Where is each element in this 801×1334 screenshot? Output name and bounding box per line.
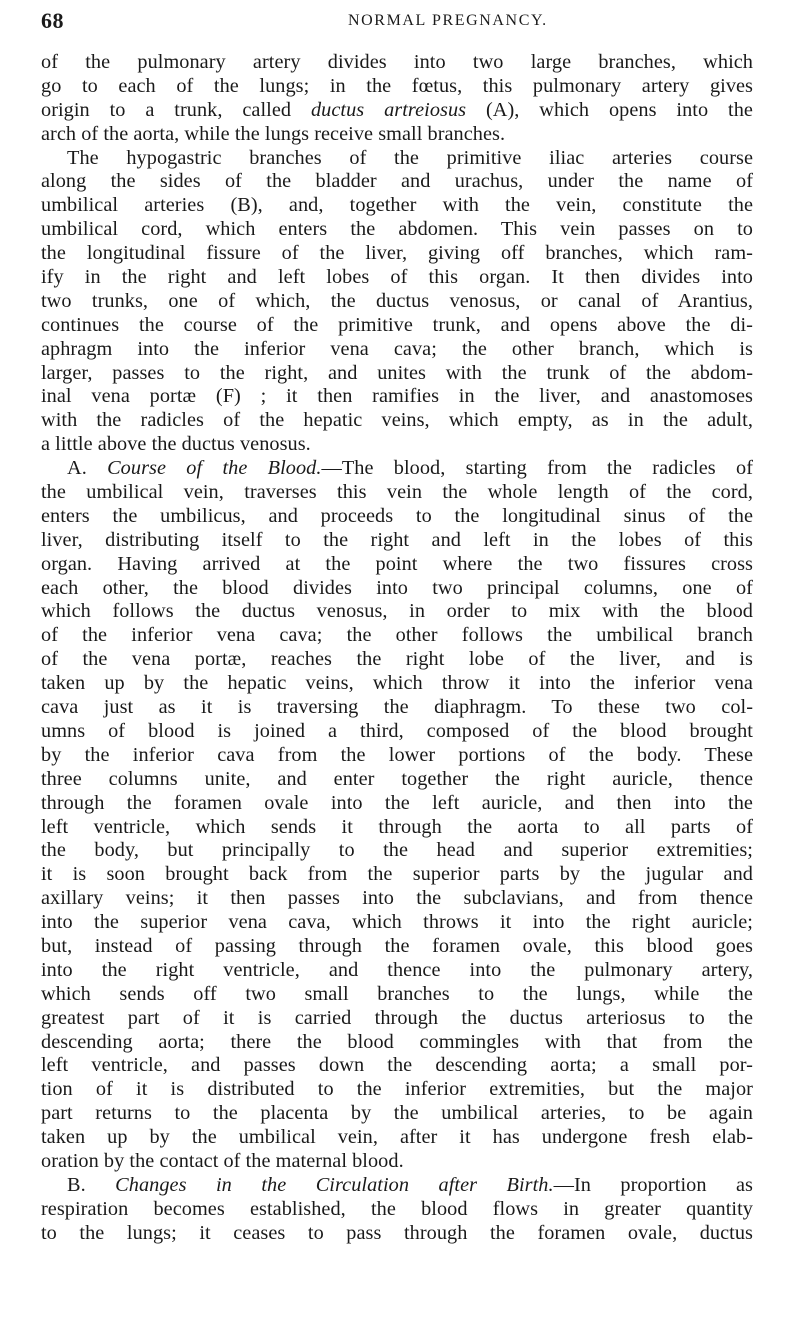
text-line [41, 1007, 753, 1031]
text-line [41, 99, 753, 123]
text-run: organ. Having arrived at the point where the two fissures cross [41, 552, 753, 575]
text-line [41, 768, 753, 792]
text-run: go to each of the lungs; in the fœtus, this pulmonary artery gives [41, 74, 753, 97]
text-run: umbilical cord, which enters the abdomen. This vein passes on to [41, 218, 753, 241]
page-number: 68 [41, 8, 64, 33]
text-line [41, 147, 753, 171]
text-line [41, 290, 753, 314]
text-run: umbilical arteries (B), and, together with the vein, constitute the [41, 194, 753, 217]
text-line [41, 1126, 753, 1150]
text-run: with the radicles of the hepatic veins, which empty, as in the adult, [41, 409, 753, 432]
text-line [41, 577, 753, 601]
text-line [41, 1150, 753, 1174]
text-line [41, 839, 753, 863]
text-line [41, 385, 753, 409]
text-line [41, 1102, 753, 1126]
text-line [41, 1174, 753, 1198]
text-run: a little above the ductus venosus. [41, 433, 311, 456]
text-line [41, 648, 753, 672]
text-line [41, 194, 753, 218]
text-run: to the lungs; it ceases to pass through the foramen ovale, ductus [41, 1221, 753, 1244]
text-run: descending aorta; there the blood commingles with that from the [41, 1030, 753, 1053]
text-line [41, 720, 753, 744]
text-run: A. [67, 457, 108, 480]
text-line [41, 338, 753, 362]
italic-phrase: Course of the Blood. [107, 457, 322, 480]
text-run: into the superior vena cava, which throws it into the right auricle; [41, 911, 753, 934]
text-line [41, 362, 753, 386]
text-run: greatest part of it is carried through the ductus arteriosus to the [41, 1006, 753, 1029]
text-run: by the inferior cava from the lower portions of the body. These [41, 743, 753, 766]
text-run: enters the umbilicus, and proceeds to the longitudinal sinus of the [41, 504, 753, 527]
text-line [41, 409, 753, 433]
text-run: along the sides of the bladder and urachus, under the name of [41, 170, 753, 193]
text-run: tion of it is distributed to the inferior extremities, but the major [41, 1078, 753, 1101]
text-run: left ventricle, and passes down the descending aorta; a small por- [41, 1054, 753, 1077]
body-text [41, 51, 753, 1246]
text-run: origin to a trunk, called [41, 98, 311, 121]
running-head [0, 0, 801, 40]
text-run: axillary veins; it then passes into the subclavians, and from thence [41, 887, 753, 910]
text-line [41, 457, 753, 481]
text-run: of the inferior vena cava; the other follows the umbilical branch [41, 624, 753, 647]
text-line [41, 314, 753, 338]
text-line [41, 1031, 753, 1055]
text-run: arch of the aorta, while the lungs receive small branches. [41, 122, 506, 145]
text-run: the longitudinal fissure of the liver, giving off branches, which ram- [41, 242, 753, 265]
text-run: (A), which opens into the [466, 98, 753, 121]
text-run: The hypogastric branches of the primitive iliac arteries course [67, 146, 753, 169]
italic-phrase: ductus artreiosus [310, 98, 467, 121]
italic-phrase: Changes in the Circulation after Birth. [115, 1173, 554, 1196]
text-run: liver, distributing itself to the right and left in the lobes of this [41, 528, 753, 551]
text-run: part returns to the placenta by the umbilical arteries, to be again [41, 1102, 753, 1125]
text-run: left ventricle, which sends it through the aorta to all parts of [41, 815, 753, 838]
text-line [41, 983, 753, 1007]
text-line [41, 481, 753, 505]
text-run: oration by the contact of the maternal blood. [41, 1149, 404, 1172]
text-run: respiration becomes established, the blood flows in greater quantity [41, 1197, 753, 1220]
text-line [41, 553, 753, 577]
text-line [41, 75, 753, 99]
text-run: aphragm into the inferior vena cava; the other branch, which is [41, 337, 753, 360]
text-line [41, 218, 753, 242]
text-run: into the right ventricle, and thence into the pulmonary artery, [41, 958, 753, 981]
text-run: —In proportion as [553, 1173, 753, 1196]
text-line [41, 170, 753, 194]
text-line [41, 266, 753, 290]
text-line [41, 911, 753, 935]
text-line [41, 505, 753, 529]
text-run: of the pulmonary artery divides into two large branches, which [41, 51, 753, 73]
text-run: —The blood, starting from the radicles of [321, 457, 753, 480]
text-run: of the vena portæ, reaches the right lobe of the liver, and is [41, 648, 753, 671]
text-line [41, 1222, 753, 1246]
text-line [41, 744, 753, 768]
text-line [41, 935, 753, 959]
text-run: the umbilical vein, traverses this vein the whole length of the cord, [41, 481, 753, 504]
text-run: larger, passes to the right, and unites with the trunk of the abdom- [41, 361, 753, 384]
text-line [41, 1054, 753, 1078]
text-run: which sends off two small branches to the lungs, while the [41, 982, 753, 1005]
text-line [41, 123, 753, 147]
text-run: taken up by the umbilical vein, after it has undergone fresh elab- [41, 1126, 753, 1149]
text-line [41, 1198, 753, 1222]
text-line [41, 959, 753, 983]
text-run: inal vena portæ (F) ; it then ramifies in the liver, and anastomoses [41, 385, 753, 408]
text-line [41, 672, 753, 696]
text-line [41, 696, 753, 720]
text-line [41, 433, 753, 457]
text-run: continues the course of the primitive trunk, and opens above the di- [41, 313, 753, 336]
text-line [41, 1078, 753, 1102]
running-title: NORMAL PREGNANCY. [348, 12, 548, 29]
text-run: through the foramen ovale into the left auricle, and then into the [41, 791, 753, 814]
text-run: the body, but principally to the head and superior extremities; [41, 839, 753, 862]
text-line [41, 51, 753, 75]
text-line [41, 529, 753, 553]
text-run: three columns unite, and enter together the right auricle, thence [41, 767, 753, 790]
text-line [41, 600, 753, 624]
text-run: it is soon brought back from the superior parts by the jugular and [41, 863, 753, 886]
text-run: but, instead of passing through the foramen ovale, this blood goes [41, 934, 753, 957]
text-line [41, 863, 753, 887]
text-run: which follows the ductus venosus, in order to mix with the blood [41, 600, 753, 623]
text-line [41, 624, 753, 648]
text-line [41, 816, 753, 840]
text-line [41, 887, 753, 911]
text-run: B. [67, 1173, 116, 1196]
text-run: cava just as it is traversing the diaphragm. To these two col- [41, 696, 753, 719]
text-run: two trunks, one of which, the ductus venosus, or canal of Arantius, [41, 289, 753, 312]
text-run: umns of blood is joined a third, composed of the blood brought [41, 719, 753, 742]
text-line [41, 242, 753, 266]
text-line [41, 792, 753, 816]
text-run: ify in the right and left lobes of this organ. It then divides into [41, 266, 753, 289]
text-run: each other, the blood divides into two principal columns, one of [41, 576, 753, 599]
text-run: taken up by the hepatic veins, which throw it into the inferior vena [41, 672, 753, 695]
